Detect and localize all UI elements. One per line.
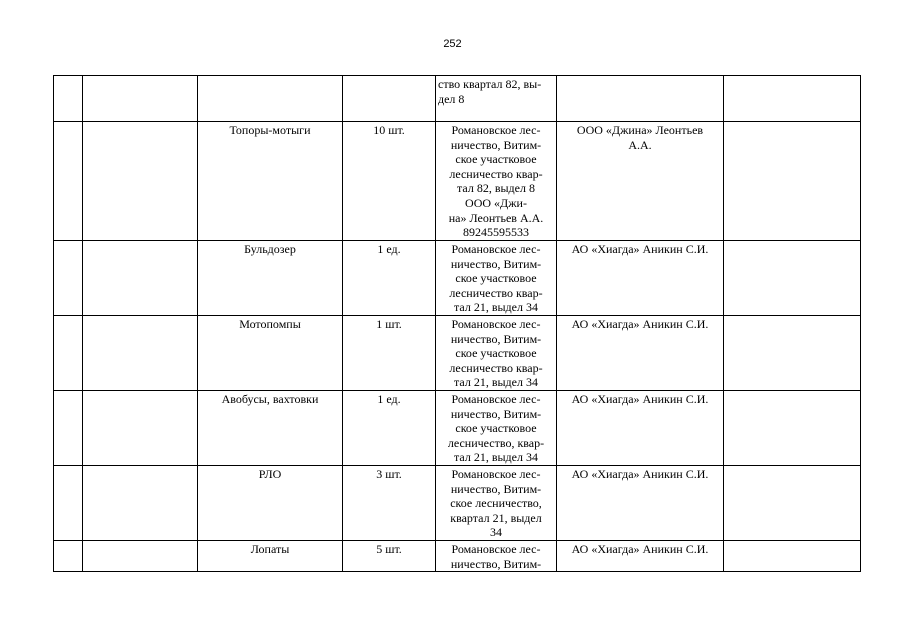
location-cell: Романовское лес- ничество, Витим- ское лесничество, квартал 21, выдел 34	[436, 466, 557, 541]
owner-cell: АО «Хиагда» Аникин С.И.	[557, 541, 724, 572]
table-row	[54, 541, 861, 572]
section-cell	[83, 76, 198, 122]
location-cell: Романовское лес- ничество, Витим- ское участковое лесничество, квар- тал 21, выдел 34	[436, 391, 557, 466]
table-row	[54, 391, 861, 466]
quantity-cell: 1 ед.	[343, 241, 436, 316]
table-row	[54, 316, 861, 391]
note-cell	[724, 76, 861, 122]
index-cell	[54, 76, 83, 122]
owner-cell	[557, 76, 724, 122]
equipment-name-cell: Бульдозер	[198, 241, 343, 316]
section-cell	[83, 541, 198, 572]
index-cell	[54, 466, 83, 541]
index-cell	[54, 241, 83, 316]
owner-cell: АО «Хиагда» Аникин С.И.	[557, 316, 724, 391]
table-row	[54, 241, 861, 316]
section-cell	[83, 391, 198, 466]
table-row	[54, 76, 861, 122]
quantity-cell: 5 шт.	[343, 541, 436, 572]
note-cell	[724, 241, 861, 316]
equipment-table	[53, 75, 861, 572]
location-cell: ство квартал 82, вы- дел 8	[436, 76, 557, 122]
section-cell	[83, 122, 198, 241]
owner-cell: ООО «Джина» Леонтьев А.А.	[557, 122, 724, 241]
equipment-name-cell: Мотопомпы	[198, 316, 343, 391]
index-cell	[54, 391, 83, 466]
note-cell	[724, 391, 861, 466]
quantity-cell: 3 шт.	[343, 466, 436, 541]
note-cell	[724, 541, 861, 572]
equipment-name-cell: Лопаты	[198, 541, 343, 572]
equipment-name-cell: Авобусы, вахтовки	[198, 391, 343, 466]
note-cell	[724, 466, 861, 541]
table-row	[54, 122, 861, 241]
quantity-cell: 10 шт.	[343, 122, 436, 241]
index-cell	[54, 122, 83, 241]
owner-cell: АО «Хиагда» Аникин С.И.	[557, 466, 724, 541]
location-cell: Романовское лес- ничество, Витим- ское участковое лесничество квар- тал 21, выдел 34	[436, 316, 557, 391]
section-cell	[83, 466, 198, 541]
owner-cell: АО «Хиагда» Аникин С.И.	[557, 391, 724, 466]
note-cell	[724, 316, 861, 391]
table-row	[54, 466, 861, 541]
section-cell	[83, 241, 198, 316]
location-cell: Романовское лес- ничество, Витим- ское участковое лесничество квар- тал 21, выдел 34	[436, 241, 557, 316]
location-cell: Романовское лес- ничество, Витим- ское участковое лесничество квар- тал 82, выдел 8 ООО «Джи- на» Леонтьев А.А. 89245595533	[436, 122, 557, 241]
location-cell: Романовское лес- ничество, Витим-	[436, 541, 557, 572]
equipment-name-cell	[198, 76, 343, 122]
equipment-name-cell: РЛО	[198, 466, 343, 541]
quantity-cell	[343, 76, 436, 122]
note-cell	[724, 122, 861, 241]
page-number: 252	[443, 38, 462, 50]
equipment-name-cell: Топоры-мотыги	[198, 122, 343, 241]
quantity-cell: 1 ед.	[343, 391, 436, 466]
index-cell	[54, 541, 83, 572]
index-cell	[54, 316, 83, 391]
quantity-cell: 1 шт.	[343, 316, 436, 391]
section-cell	[83, 316, 198, 391]
owner-cell: АО «Хиагда» Аникин С.И.	[557, 241, 724, 316]
